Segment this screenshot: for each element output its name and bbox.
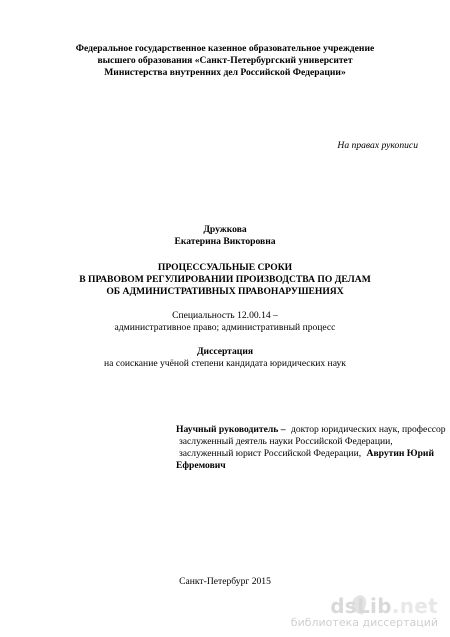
title-line-3: ОБ АДМИНИСТРАТИВНЫХ ПРАВОНАРУШЕНИЯХ <box>106 286 344 297</box>
watermark-logo-main: dsLib <box>330 594 392 618</box>
specialty <box>0 310 450 334</box>
specialty-code: Специальность 12.00.14 – <box>172 310 278 321</box>
institution-line-1: Федеральное государственное казенное образовательное учреждение <box>75 43 375 54</box>
supervisor-honor-1: заслуженный деятель науки Российской Федерации, <box>179 436 393 447</box>
supervisor-honor-2: заслуженный юрист Российской Федерации, <box>179 448 362 459</box>
author-name <box>0 224 450 248</box>
watermark-logo-tld: .net <box>391 594 438 618</box>
supervisor-heading: Научный руководитель – <box>176 424 286 435</box>
watermark-logo <box>291 594 438 618</box>
specialty-name: административное право; административный процесс <box>114 322 336 333</box>
institution-name <box>0 43 450 79</box>
rights-note: На правах рукописи <box>337 140 418 151</box>
author-given-names: Екатерина Викторовна <box>174 236 276 247</box>
watermark[interactable] <box>291 594 438 629</box>
supervisor-name: Аврутин Юрий Ефремович <box>176 448 434 471</box>
dissertation-purpose: на соискание учёной степени кандидата юридических наук <box>104 358 346 369</box>
supervisor-block <box>176 424 450 472</box>
supervisor-degree: доктор юридических наук, профессор <box>290 424 446 435</box>
dissertation-title <box>0 262 450 298</box>
title-line-2: В ПРАВОВОМ РЕГУЛИРОВАНИИ ПРОИЗВОДСТВА ПО ДЕЛАМ <box>79 274 371 285</box>
dissertation-heading: Диссертация <box>196 346 254 357</box>
city-year: Санкт-Петербург 2015 <box>179 576 271 587</box>
title-line-1: ПРОЦЕССУАЛЬНЫЕ СРОКИ <box>157 262 293 273</box>
author-surname: Дружкова <box>203 224 247 235</box>
institution-line-2: высшего образования «Санкт-Петербургский университет <box>97 55 353 66</box>
dissertation-type <box>0 346 450 370</box>
institution-line-3: Министерства внутренних дел Российской Федерации» <box>104 67 346 78</box>
watermark-subtitle: библиотека диссертаций <box>290 616 438 629</box>
